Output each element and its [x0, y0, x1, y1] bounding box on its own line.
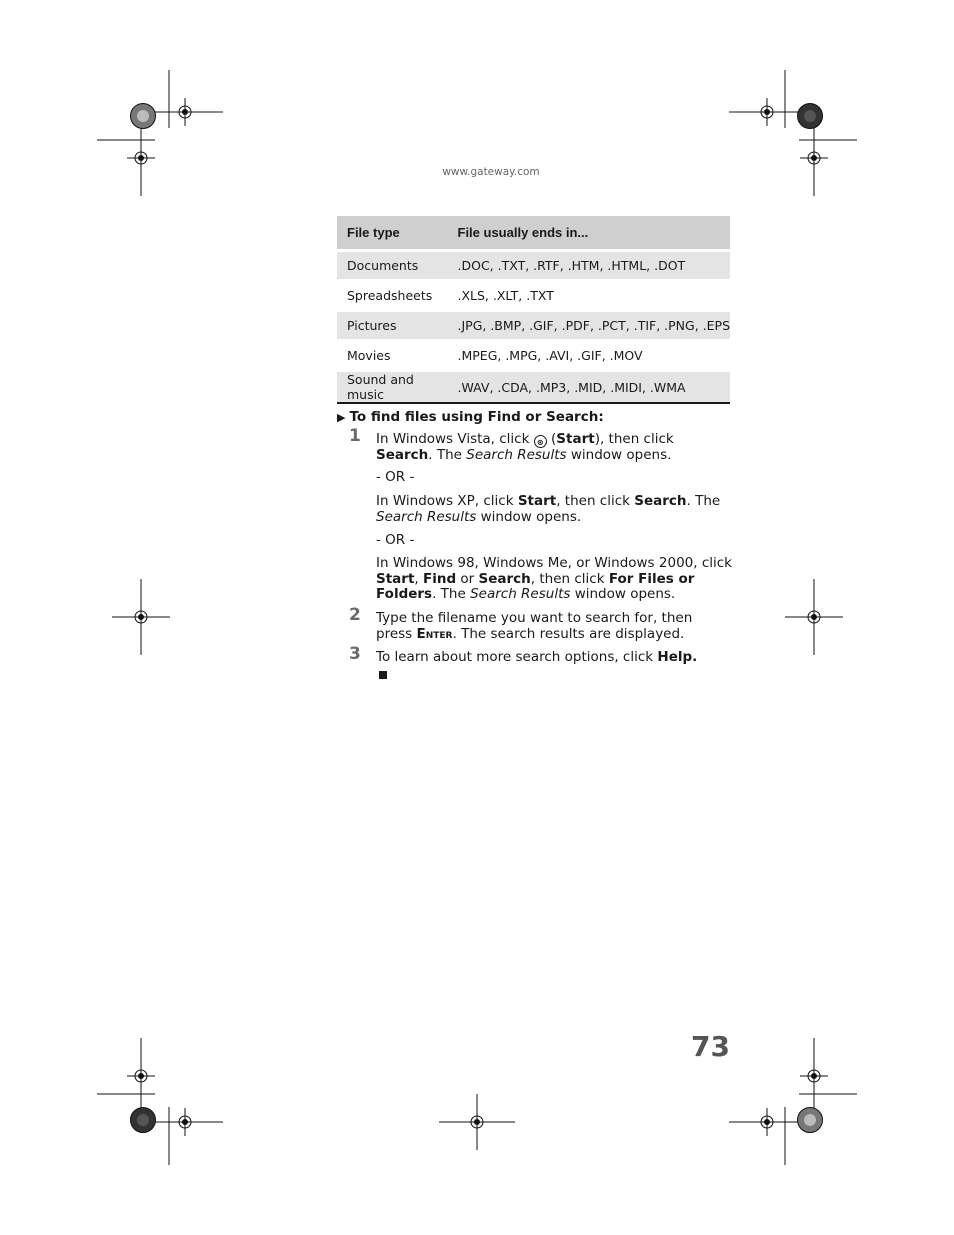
- site-url: www.gateway.com: [442, 166, 540, 178]
- file-type-cell: Sound and music: [337, 371, 448, 404]
- extensions-cell: .MPEG, .MPG, .AVI, .GIF, .MOV: [448, 341, 731, 371]
- column-header-file-type: File type: [337, 216, 448, 251]
- procedure-title: To find files using Find or Search:: [349, 409, 604, 425]
- page-number: 73: [691, 1030, 730, 1063]
- windows-start-logo-icon: ⊛: [534, 435, 547, 448]
- file-type-cell: Spreadsheets: [337, 281, 448, 311]
- step-1-98-text: In Windows 98, Windows Me, or Windows 2000, click Start, Find or Search, then click For Files or Folders. The Search Results window opens.: [376, 555, 732, 602]
- table-row: [337, 281, 730, 311]
- step-number: 3: [349, 644, 361, 664]
- step-3-text: To learn about more search options, click Help.: [376, 649, 698, 665]
- enter-key-label: Enter: [416, 625, 453, 642]
- end-of-procedure-icon: [379, 671, 387, 679]
- extensions-cell: .DOC, .TXT, .RTF, .HTM, .HTML, .DOT: [448, 251, 731, 281]
- table-row: [337, 371, 730, 404]
- column-header-extensions: File usually ends in...: [448, 216, 731, 251]
- extensions-cell: .JPG, .BMP, .GIF, .PDF, .PCT, .TIF, .PNG, .EPS: [448, 311, 731, 341]
- file-type-table: [337, 216, 730, 404]
- procedure-heading: [337, 409, 604, 425]
- step-1-xp-text: In Windows XP, click Start, then click Search. The Search Results window opens.: [376, 493, 721, 525]
- step-number: 2: [349, 605, 361, 625]
- extensions-cell: .XLS, .XLT, .TXT: [448, 281, 731, 311]
- table-header-row: [337, 216, 730, 251]
- play-arrow-icon: ▶: [337, 411, 346, 424]
- or-separator: - OR -: [376, 532, 415, 548]
- step-number: 1: [349, 426, 361, 446]
- file-type-cell: Pictures: [337, 311, 448, 341]
- table-row: [337, 341, 730, 371]
- table-row: [337, 251, 730, 281]
- file-type-cell: Documents: [337, 251, 448, 281]
- table-row: [337, 311, 730, 341]
- file-type-cell: Movies: [337, 341, 448, 371]
- extensions-cell: .WAV, .CDA, .MP3, .MID, .MIDI, .WMA: [448, 371, 731, 404]
- or-separator: - OR -: [376, 469, 415, 485]
- step-1-vista-text: In Windows Vista, click ⊛ (Start), then click Search. The Search Results window opens.: [376, 431, 674, 463]
- step-2-text: Type the filename you want to search for, then press Enter. The search results are displayed.: [376, 610, 693, 642]
